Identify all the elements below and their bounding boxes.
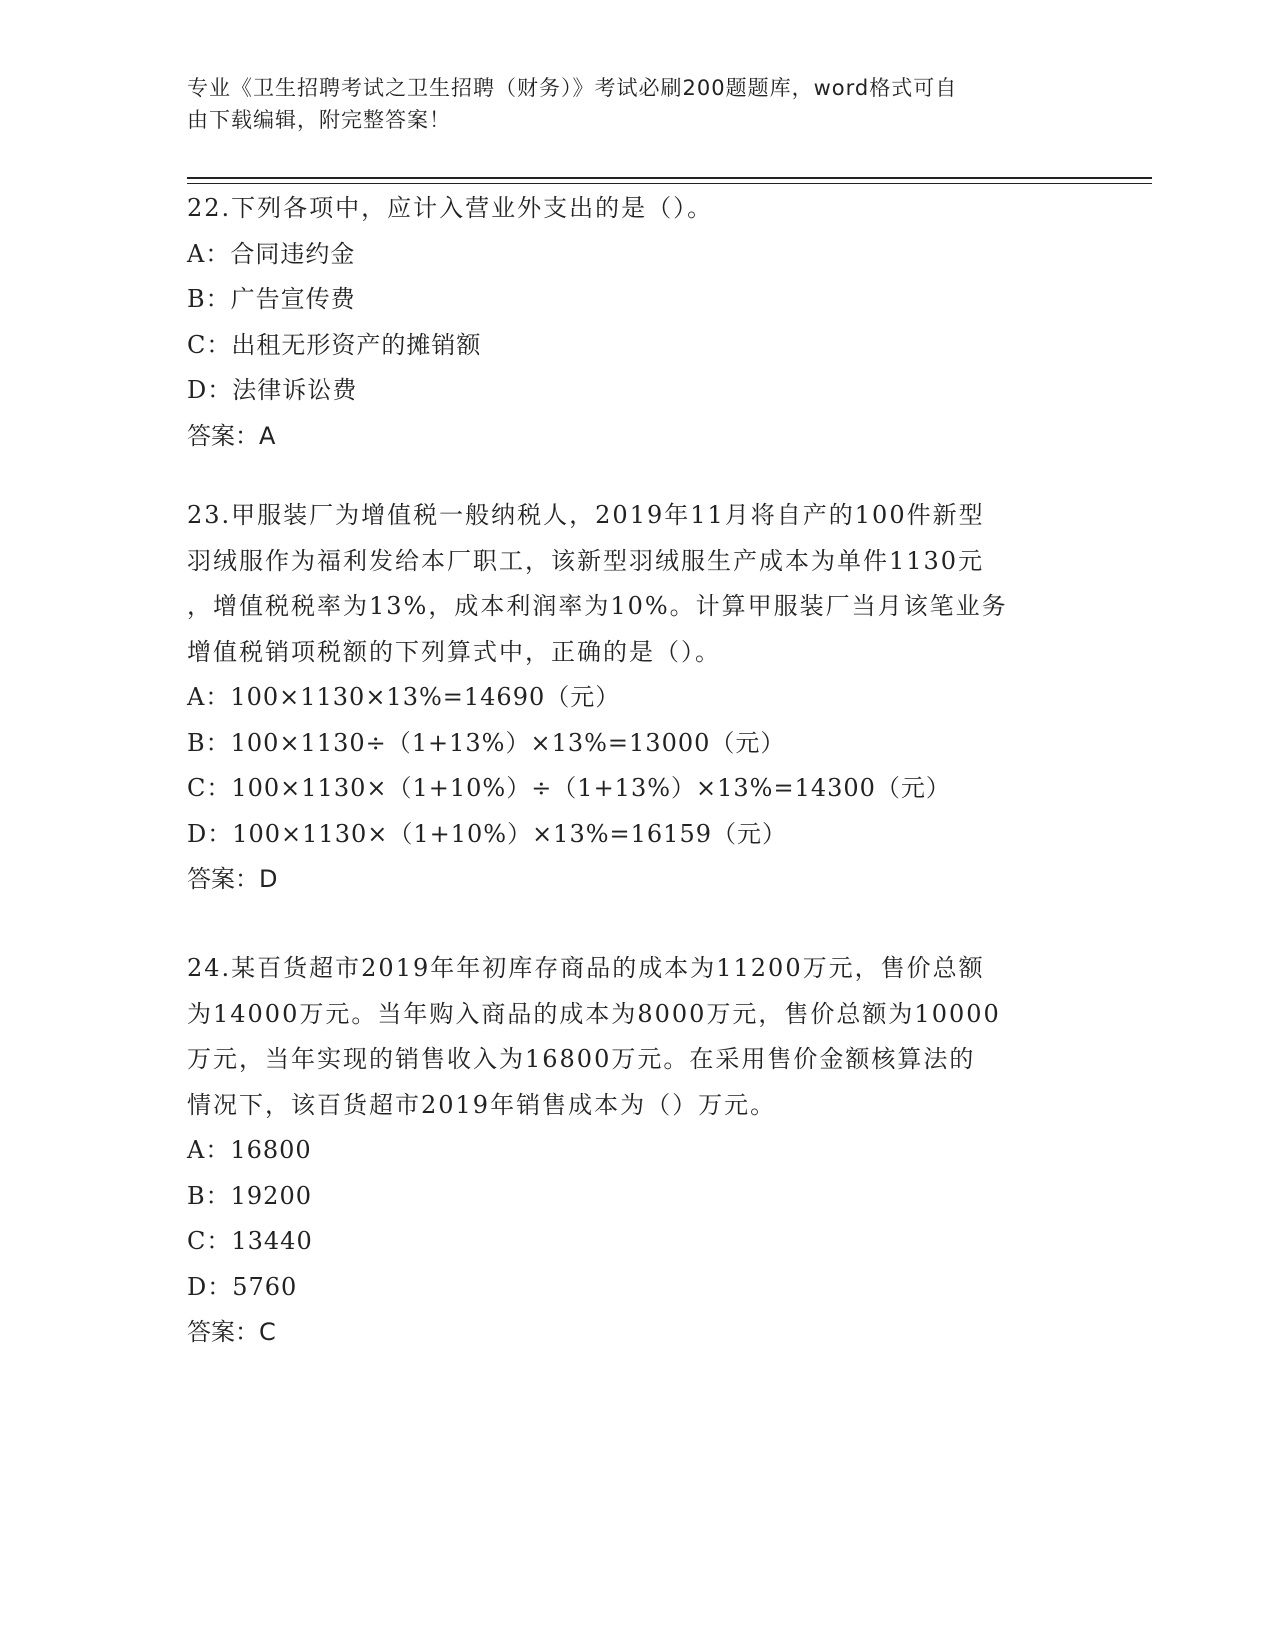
question-24 [187,946,1087,1356]
option-d: D：法律诉讼费 [187,376,358,404]
question-line: 增值税销项税额的下列算式中，正确的是（）。 [187,637,721,666]
question-line: 为14000万元。当年购入商品的成本为8000万元，售价总额为10000 [187,999,1001,1028]
option-c: C：出租无形资产的摊销额 [187,330,482,359]
question-22 [187,186,1087,459]
option-d: D：5760 [187,1272,298,1301]
answer: 答案：C [187,1318,276,1346]
option-c: C：13440 [187,1227,313,1255]
question-line: ，增值税税率为13%，成本利润率为10%。计算甲服装厂当月该笔业务 [187,592,1008,620]
question-text [187,186,1087,232]
question-line: 23.甲服装厂为增值税一般纳税人，2019年11月将自产的100件新型 [187,501,985,529]
question-line: 羽绒服作为福利发给本厂职工，该新型羽绒服生产成本为单件1130元 [187,546,985,575]
question-line: 万元，当年实现的销售收入为16800万元。在采用售价金额核算法的 [187,1045,976,1073]
header-line-2: 由下载编辑，附完整答案！ [187,108,451,132]
question-text [187,493,1087,675]
option-b: B：100×1130÷（1+13%）×13%=13000（元） [187,728,786,757]
question-line: 情况下，该百货超市2019年销售成本为（）万元。 [187,1090,777,1119]
option-b: B：广告宣传费 [187,285,356,313]
answer: 答案：A [187,421,276,450]
header-rule-thin [187,183,1152,184]
option-a: A：100×1130×13%=14690（元） [187,683,621,711]
question-text [187,946,1087,1128]
question-23 [187,493,1087,903]
option-b: B：19200 [187,1181,312,1210]
question-line: 24.某百货超市2019年年初库存商品的成本为11200万元，售价总额 [187,954,985,982]
option-d: D：100×1130×（1+10%）×13%=16159（元） [187,819,787,848]
option-a: A：16800 [187,1136,312,1164]
option-a: A：合同违约金 [187,239,356,268]
document-header [187,72,1067,136]
header-line-1: 专业《卫生招聘考试之卫生招聘（财务）》考试必刷200题题库，word格式可自 [187,76,958,100]
answer: 答案：D [187,865,278,893]
option-c: C：100×1130×（1+10%）÷（1+13%）×13%=14300（元） [187,774,951,802]
question-line: 22.下列各项中，应计入营业外支出的是（）。 [187,194,714,222]
header-rule-thick [187,177,1152,179]
